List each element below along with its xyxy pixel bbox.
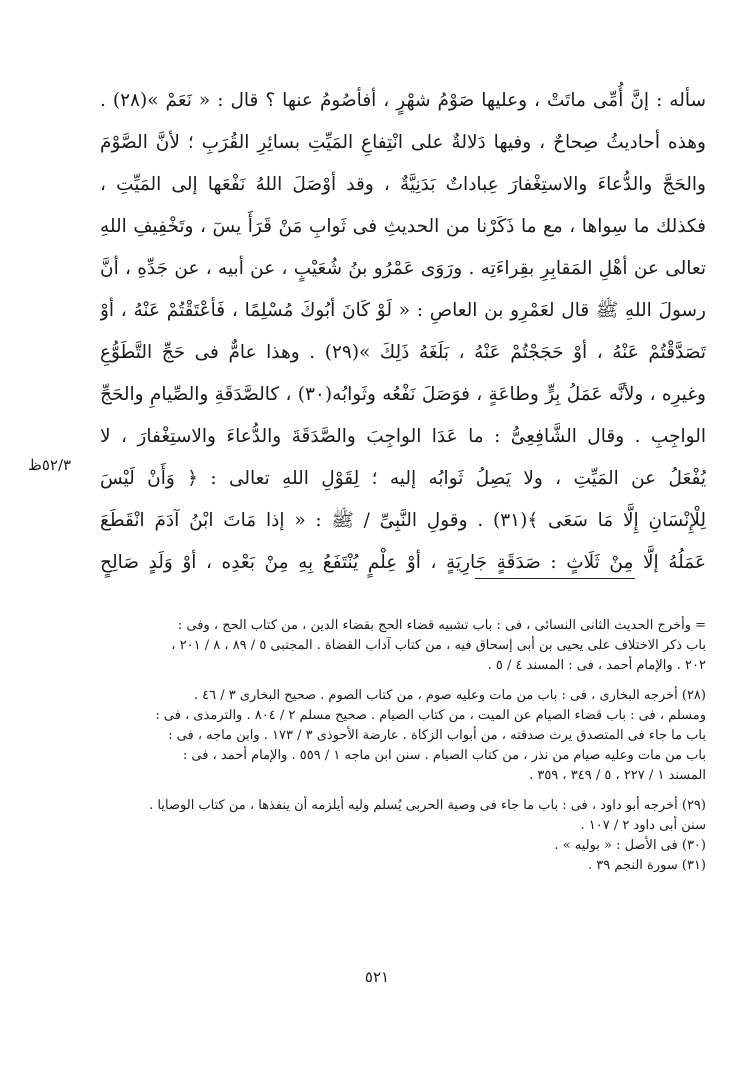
text-line: والحَجَّ والدُّعاءَ والاستِغْفارَ عِباداتٌ بَدَنِيَّةٌ ، وقد أوْصَلَ اللهُ نَفْعَها إلى المَيِّتِ ، bbox=[100, 174, 706, 195]
margin-folio-note: ٥٢/٣ظ bbox=[28, 456, 72, 474]
text-line: سأله : إنَّ أُمِّى ماتَتْ ، وعليها صَوْمُ شهْرٍ ، أفأصُومُ عنها ؟ قال : « نَعَمْ »(٢٨) . bbox=[100, 90, 706, 111]
footnote-line: ومسلم ، فى : باب قضاء الصيام عن الميت ، من كتاب الصيام . صحيح مسلم ٢ / ٨٠٤ . والترمذى ، فى : bbox=[155, 708, 706, 723]
text-line: رسولَ اللهِ ﷺ قال لعَمْرِو بن العاصِ : « لَوْ كَانَ أبُوكَ مُسْلِمًا ، فَأعْتَقْتُمْ عَنْهُ ، أوْ bbox=[100, 300, 706, 321]
main-text-block bbox=[100, 80, 706, 584]
page-number: ٥٢١ bbox=[364, 968, 390, 986]
footnote-line: سنن أبى داود ٢ / ١٠٧ . bbox=[580, 818, 706, 833]
text-line: تَصَدَّقْتُمْ عَنْهُ ، أوْ حَجَجْتُمْ عَنْهُ ، بَلَغَهُ ذَلِكَ »(٢٩) . وهذا عامٌّ فى حَجِّ التَّطَوُّعِ bbox=[100, 342, 706, 363]
text-line: عَمَلُهُ إلَّا مِنْ ثَلَاثٍ : صَدَقَةٍ جَارِيَةٍ ، أوْ عِلْمٍ يُنْتَفَعُ بِهِ مِنْ بَعْدِه ، أوْ وَلَدٍ صَالِحٍ bbox=[100, 552, 706, 573]
footnote-line: (٢٨) أخرجه البخارى ، فى : باب من مات وعليه صوم ، من كتاب الصوم . صحيح البخارى ٣ / ٤٦ . bbox=[193, 688, 706, 703]
footnote-line: باب من مات وعليه صيام من نذر ، من كتاب الصيام . سنن ابن ماجه ١ / ٥٥٩ . والإمام أحمد ، فى : bbox=[182, 748, 706, 763]
text-line: وهذه أحاديثُ صِحاحٌ ، وفيها دَلالةٌ على انْتِفاعِ المَيِّتِ بسائِرِ القُرَبِ ؛ لأنَّ الصَّوْمَ bbox=[100, 132, 706, 153]
text-line: وغيرِه ، ولأنَّه عَمَلُ بِرٍّ وطاعَةٍ ، فوَصَلَ نَفْعُه وثَوابُه(٣٠) ، كالصَّدَقَةِ والصِّيامِ والحَجِّ bbox=[100, 384, 706, 405]
text-line: تعالى عن أهْلِ المَقابِرِ بقِراءَتِه . ورَوَى عَمْرُو بنُ شُعَيْبٍ ، عن أبيه ، عن جَدِّهِ ، أنَّ bbox=[100, 258, 706, 279]
footnotes-block bbox=[100, 616, 706, 876]
footnote-spacer bbox=[100, 676, 706, 686]
text-line: يُفْعَلُ عن المَيِّتِ ، ولا يَصِلُ ثَوابُه إليه ؛ لِقَوْلِ اللهِ تعالى : ﴿ وَأَنْ لَيْسَ bbox=[100, 468, 706, 489]
footnote-line: باب ذكر الاختلاف على يحيى بن أبى إسحاق فيه ، من كتاب آداب القضاة . المجتبى ٥ / ٨٩ ، ٨ / ٢٠١ ، bbox=[171, 638, 706, 653]
footnote-line: = وأخرج الحديث الثانى النسائى ، فى : باب تشبيه قضاء الحج بقضاء الدين ، من كتاب الحج ، وفى : bbox=[177, 618, 706, 633]
footnote-line: المسند ١ / ٢٢٧ ، ٥ / ٣٤٩ ، ٣٥٩ . bbox=[529, 768, 706, 783]
footnote-line: (٢٩) أخرجه أبو داود ، فى : باب ما جاء فى وصية الحربى يُسلم وليه أيلزمه أن ينفذها ، من كتاب الوصايا . bbox=[149, 798, 706, 813]
text-line: الواجِبِ . وقال الشَّافِعِىُّ : ما عَدَا الواجِبَ والصَّدَقَةَ والدُّعاءَ والاستِغْفارَ ، لا bbox=[100, 426, 706, 447]
footnote-line: (٣٠) فى الأصل : « بوليه » . bbox=[554, 838, 706, 853]
footnote-line: ٢٠٢ . والإمام أحمد ، فى : المسند ٤ / ٥ . bbox=[487, 658, 706, 673]
text-line: فكذلك ما سِواها ، مع ما ذَكَرْنا من الحديثِ فى ثَوابِ مَنْ قَرَأَ يسٓ ، وتَخْفِيفِ اللهِ bbox=[100, 216, 706, 237]
footnote-spacer bbox=[100, 786, 706, 796]
footnote-line: باب ما جاء فى المتصدق يرث صدقته ، من أبواب الزكاة . عارضة الأحوذى ٣ / ١٧٣ . وابن ماجه ، فى : bbox=[168, 728, 706, 743]
footnote-line: (٣١) سورة النجم ٣٩ . bbox=[588, 858, 706, 873]
footnote-separator bbox=[475, 578, 635, 579]
text-line: لِلْإِنْسَانِ إِلَّا مَا سَعَى ﴾(٣١) . وقولِ النَّبِىِّ / ﷺ : « إذا مَاتَ ابْنُ آدَمَ انْقَطَعَ bbox=[100, 510, 706, 531]
